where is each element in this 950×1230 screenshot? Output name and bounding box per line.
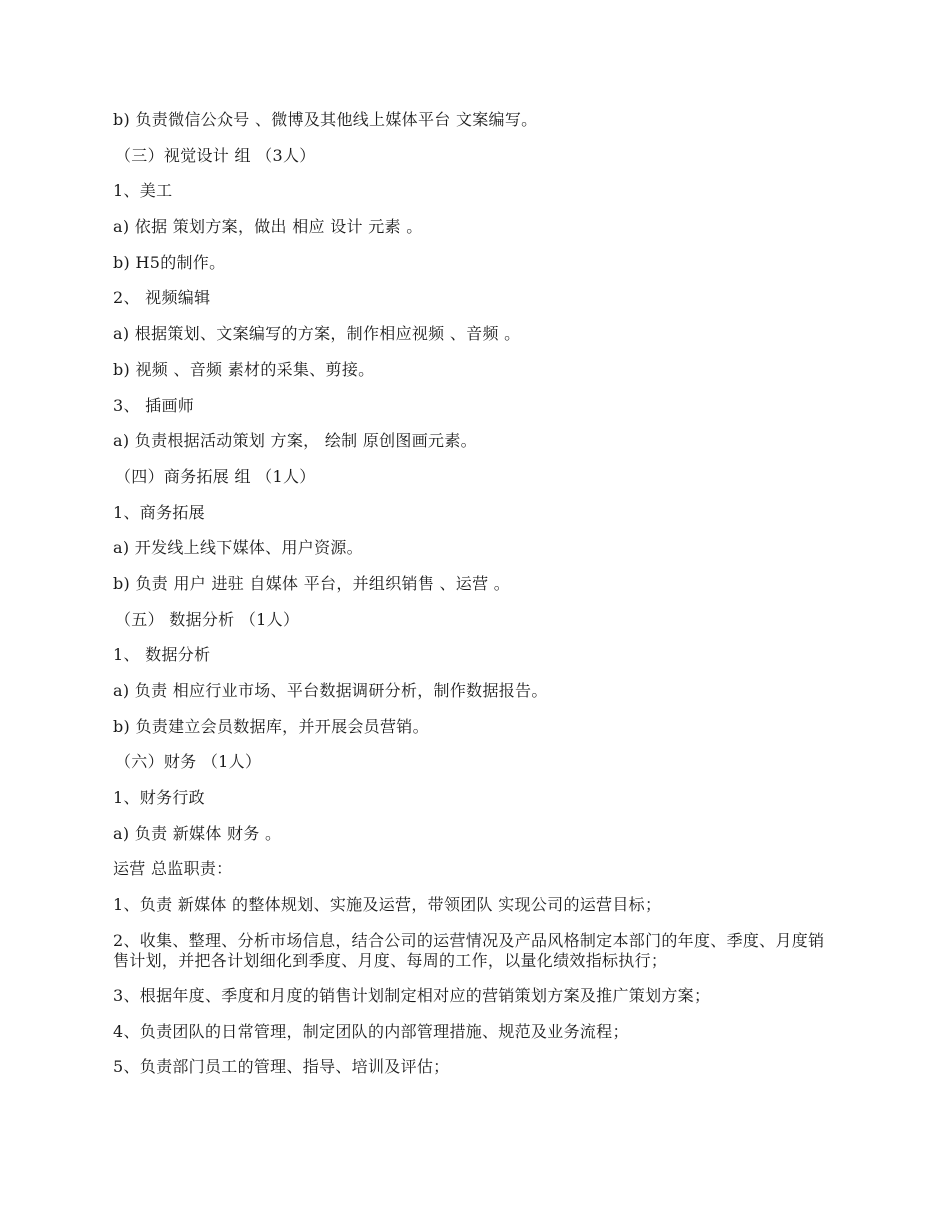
- text-line: b) H5的制作。: [113, 252, 226, 272]
- text-line: b) 负责 用户 进驻 自媒体 平台，并组织销售 、运营 。: [113, 573, 511, 593]
- duty-item: 4、负责团队的日常管理，制定团队的内部管理措施、规范及业务流程；: [113, 1021, 629, 1041]
- duty-item: 5、负责部门员工的管理、指导、培训及评估；: [113, 1057, 450, 1077]
- text-line: a) 负责 新媒体 财务 。: [113, 823, 282, 843]
- duty-item: 3、根据年度、季度和月度的销售计划制定相对应的营销策划方案及推广策划方案；: [113, 985, 711, 1005]
- duties-heading: 运营 总监职责：: [113, 859, 233, 879]
- text-line: b) 负责微信公众号 、微博及其他线上媒体平台 文案编写。: [113, 110, 538, 129]
- text-line: b) 负责建立会员数据库，并开展会员营销。: [113, 716, 429, 736]
- duty-item: 2、收集、整理、分析市场信息，结合公司的运营情况及产品风格制定本部门的年度、季度、月度销售计划，并把各计划细化到季度、月度、每周的工作，以量化绩效指标执行；: [113, 930, 825, 970]
- text-line: a) 开发线上线下媒体、用户资源。: [113, 538, 363, 558]
- section-heading: （六）财务 （1人）: [115, 752, 262, 772]
- section-heading: （三）视觉设计 组 （3人）: [115, 145, 316, 165]
- subsection-heading: 1、美工: [113, 181, 173, 201]
- text-line: a) 根据策划、文案编写的方案，制作相应视频 、音频 。: [113, 324, 521, 344]
- duty-item: 1、负责 新媒体 的整体规划、实施及运营，带领团队 实现公司的运营目标；: [113, 895, 662, 915]
- section-heading: （五） 数据分析 （1人）: [115, 609, 300, 629]
- text-line: a) 负责根据活动策划 方案， 绘制 原创图画元素。: [113, 431, 477, 451]
- section-heading: （四）商务拓展 组 （1人）: [115, 466, 316, 486]
- subsection-heading: 2、 视频编辑: [113, 288, 211, 308]
- subsection-heading: 1、财务行政: [113, 788, 205, 808]
- text-line: a) 依据 策划方案，做出 相应 设计 元素 。: [113, 217, 423, 237]
- text-line: b) 视频 、音频 素材的采集、剪接。: [113, 359, 375, 379]
- subsection-heading: 1、商务拓展: [113, 502, 205, 522]
- subsection-heading: 1、 数据分析: [113, 645, 211, 665]
- text-line: a) 负责 相应行业市场、平台数据调研分析，制作数据报告。: [113, 681, 548, 700]
- subsection-heading: 3、 插画师: [113, 395, 195, 415]
